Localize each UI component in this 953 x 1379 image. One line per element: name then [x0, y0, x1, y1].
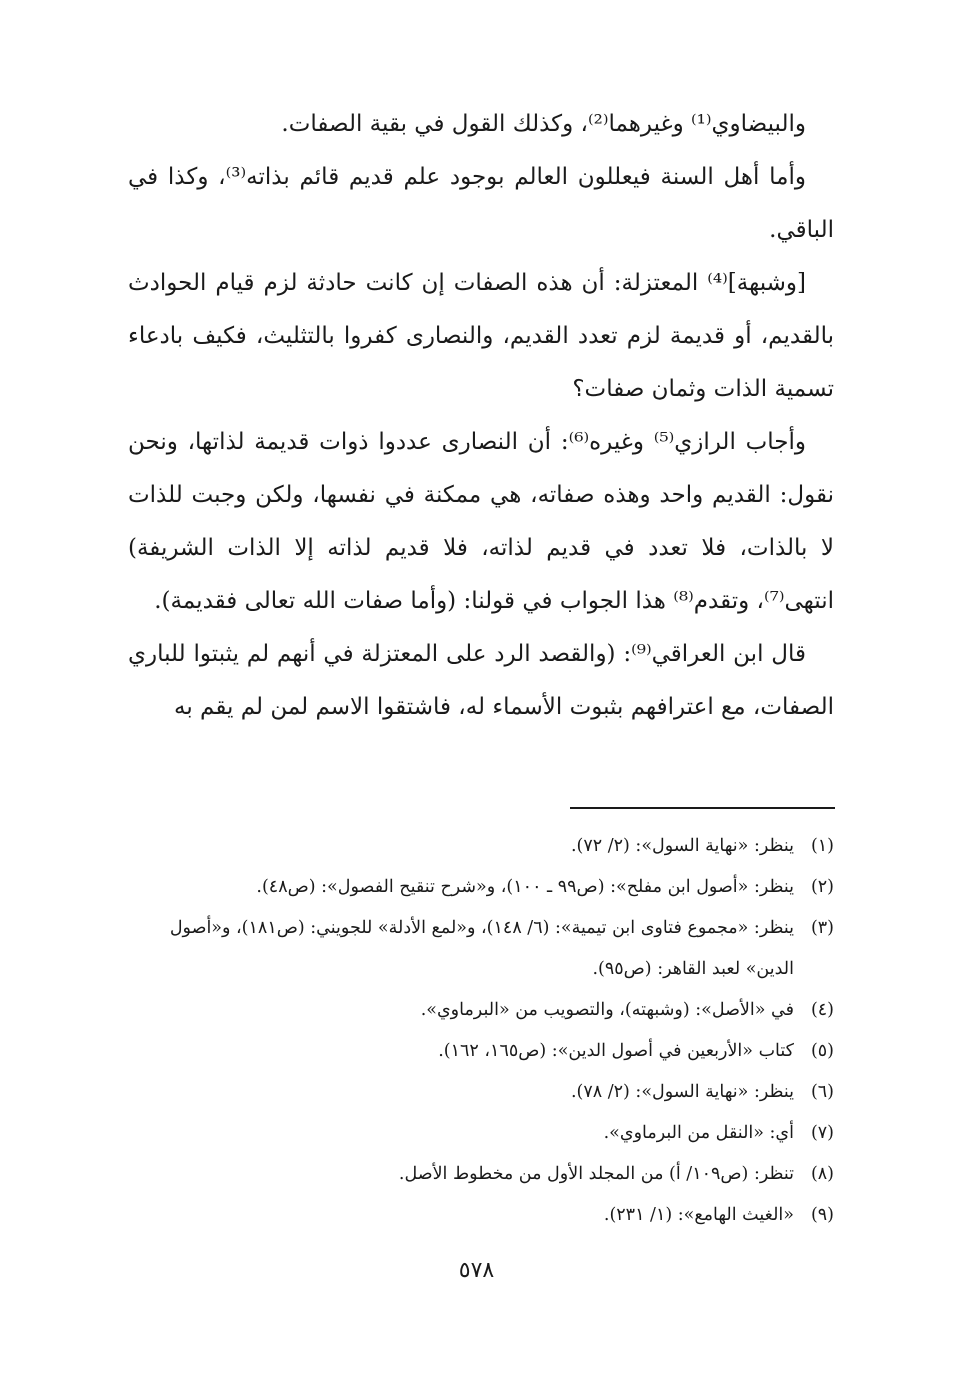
paragraph: والبيضاوي⁽¹⁾ وغيرهما⁽²⁾، وكذلك القول في بقية الصفات.	[281, 111, 806, 137]
footnote	[128, 867, 834, 908]
page-number: ٥٧٨	[458, 1258, 495, 1283]
footnote-number: (٧)	[810, 1123, 834, 1143]
footnote-number: (٤)	[810, 1000, 834, 1020]
footnote	[128, 1113, 834, 1154]
footnote-text: في «الأصل»: (وشبهته)، والتصويب من «البرماوي».	[420, 1000, 794, 1020]
footnotes	[128, 826, 834, 1236]
footnote	[128, 990, 834, 1031]
footnote-text: ينظر: «نهاية السول»: (٢/ ٧٢).	[570, 836, 794, 856]
footnote-text: «الغيث الهامع»: (١/ ٢٣١).	[603, 1205, 794, 1225]
paragraph: قال ابن العراقي⁽⁹⁾: (والقصد الرد على المعتزلة في أنهم لم يثبتوا للباري الصفات، مع اعترافهم بثبوت الأسماء له، فاشتقوا الاسم لمن لم يقم به	[128, 641, 834, 720]
paragraph: وأجاب الرازي⁽⁵⁾ وغيره⁽⁶⁾: أن النصارى عددوا ذوات قديمة لذاتها، ونحن نقول: القديم واحد وهذه صفاته، هي ممكنة في نفسها، ولكن وجبت للذات لا بالذات، فلا تعدد في قديم لذاته، فلا قديم لذاته إلا الذات الشريفة) انتهى⁽⁷⁾، وتقدم⁽⁸⁾ هذا الجواب في قولنا: (وأما صفات الله تعالى فقديمة).	[128, 429, 834, 614]
footnote-number: (٣)	[810, 918, 834, 938]
footnote-number: (٦)	[810, 1082, 834, 1102]
footnote-number: (٢)	[810, 877, 834, 897]
footnote	[128, 826, 834, 867]
footnote	[128, 1195, 834, 1236]
footnote-number: (٨)	[810, 1164, 834, 1184]
paragraph: وأما أهل السنة فيعللون العالم بوجود علم قديم قائم بذاته⁽³⁾، وكذا في الباقي.	[128, 164, 834, 243]
footnote	[128, 1072, 834, 1113]
footnote-number: (٩)	[810, 1205, 834, 1225]
footnote	[128, 908, 834, 990]
main-text	[128, 98, 834, 734]
footnote-divider	[570, 807, 835, 809]
footnote-text: ينظر: «مجموع فتاوى ابن تيمية»: (٦/ ١٤٨)، و«لمع الأدلة» للجويني: (ص١٨١)، و«أصول الدين» لعبد القاهر: (ص٩٥).	[169, 918, 794, 979]
footnote-number: (١)	[810, 836, 834, 856]
paragraph: [وشبهة]⁽⁴⁾ المعتزلة: أن هذه الصفات إن كانت حادثة لزم قيام الحوادث بالقديم، أو قديمة لزم تعدد القديم، والنصارى كفروا بالتثليث، فكيف بادعاء تسمية الذات وثمان صفات؟	[128, 270, 834, 402]
footnote-text: أي: «النقل من البرماوي».	[603, 1123, 794, 1143]
footnote-text: تنظر: (ص١٠٩/ أ) من المجلد الأول من مخطوط الأصل.	[398, 1164, 794, 1184]
footnote-number: (٥)	[810, 1041, 834, 1061]
footnote-text: ينظر: «نهاية السول»: (٢/ ٧٨).	[570, 1082, 794, 1102]
footnote-text: كتاب «الأربعين في أصول الدين»: (ص١٦٥، ١٦٢).	[438, 1041, 794, 1061]
footnote	[128, 1154, 834, 1195]
footnote	[128, 1031, 834, 1072]
footnote-text: ينظر: «أصول ابن مفلح»: (ص٩٩ ـ ١٠٠)، و«شرح تنقيح الفصول»: (ص٤٨).	[256, 877, 794, 897]
